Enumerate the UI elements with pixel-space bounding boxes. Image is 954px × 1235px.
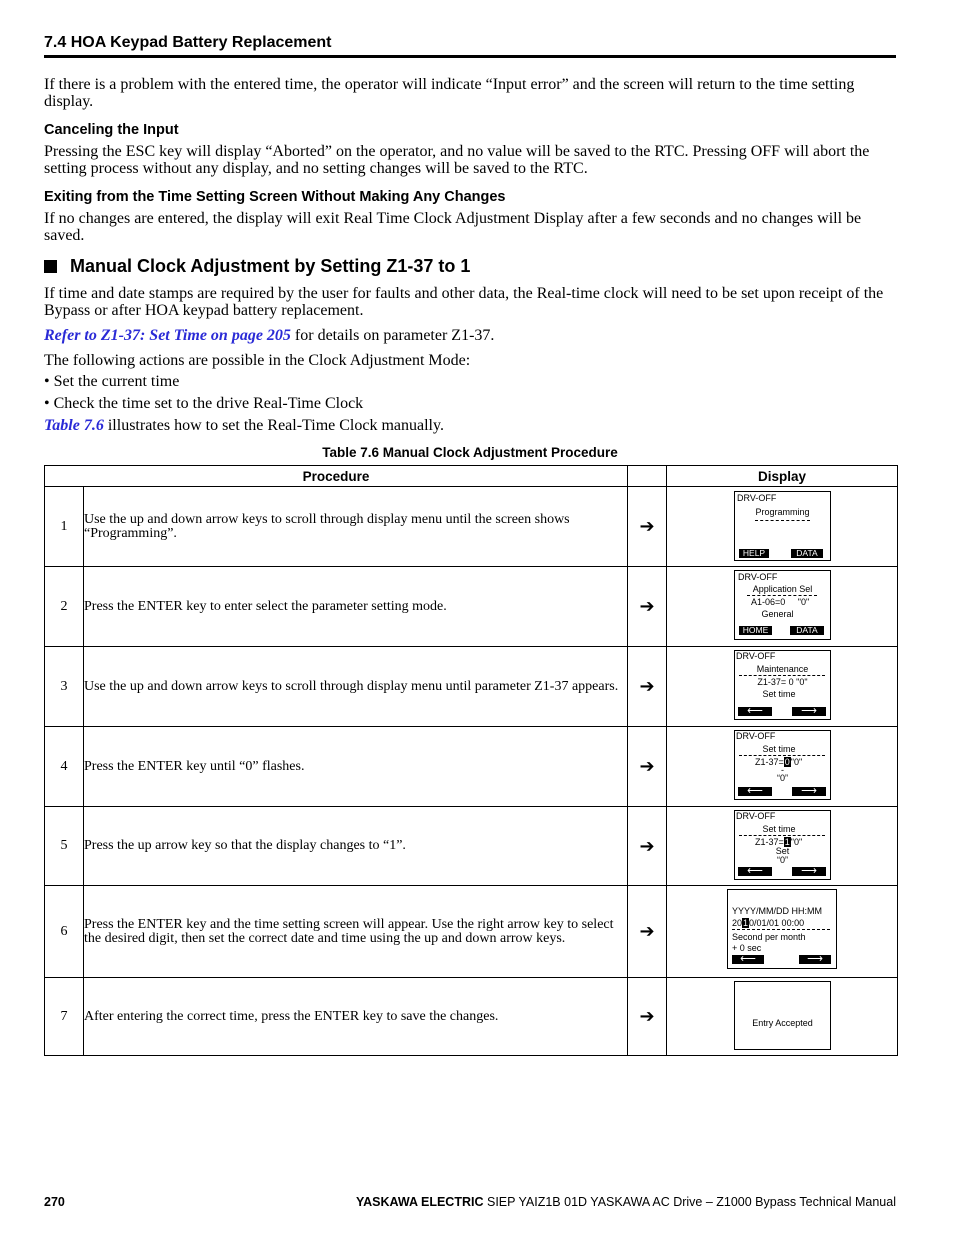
display-line: Set time xyxy=(762,689,796,699)
display-divider xyxy=(732,929,830,930)
keypad-display xyxy=(727,889,837,969)
display-line: Application Sel xyxy=(752,584,813,594)
help-key: HELP xyxy=(739,549,769,558)
step-number: 2 xyxy=(45,567,84,647)
manual-heading xyxy=(44,256,470,277)
keypad-display xyxy=(734,650,831,720)
keypad-display xyxy=(734,810,831,880)
right-arrow-icon: ➔ xyxy=(628,487,667,567)
right-arrow-icon: ➔ xyxy=(628,647,667,727)
date-prefix: 20 xyxy=(732,918,743,928)
step-text: Press the ENTER key to enter select the parameter setting mode. xyxy=(84,567,628,647)
right-arrow-icon: ➔ xyxy=(628,886,667,978)
display-mode: DRV-OFF xyxy=(736,731,776,741)
display-line: Programming xyxy=(755,507,810,517)
display-line: “0” xyxy=(777,855,788,865)
step-number: 1 xyxy=(45,487,84,567)
refer-rest: for details on parameter Z1-37. xyxy=(290,327,495,344)
display-mode: DRV-OFF xyxy=(736,811,776,821)
display-line: General xyxy=(761,609,794,619)
procedure-column-header: Procedure xyxy=(45,466,628,487)
page-number: 270 xyxy=(44,1195,65,1209)
display-line: Entry Accepted xyxy=(752,1018,813,1028)
step-number: 4 xyxy=(45,727,84,807)
right-arrow-icon: ➔ xyxy=(628,567,667,647)
table-link[interactable]: Table 7.6 xyxy=(44,417,104,434)
table-row xyxy=(45,727,898,807)
param-value: "0" xyxy=(790,757,803,767)
bullet-item: • Check the time set to the drive Real-Time Clock xyxy=(44,395,364,412)
right-arrow-icon: ➔ xyxy=(628,727,667,807)
table-caption: Table 7.6 Manual Clock Adjustment Procedure xyxy=(322,445,618,460)
flashing-digit: 0 xyxy=(784,757,790,767)
left-arrow-icon: ⟵ xyxy=(738,787,772,796)
display-line: Second per month xyxy=(732,932,806,942)
display-mode: DRV-OFF xyxy=(736,651,776,661)
step-text: After entering the correct time, press the ENTER key to save the changes. xyxy=(84,978,628,1056)
display-divider xyxy=(755,520,810,521)
table-reference-rest: illustrates how to set the Real-Time Clock manually. xyxy=(103,417,444,434)
footer-brand: YASKAWA ELECTRIC xyxy=(355,1195,484,1209)
data-key: DATA xyxy=(790,626,824,635)
display-line: A1-06=0 "0" xyxy=(751,597,810,607)
canceling-paragraph: Pressing the ESC key will display “Aborted” on the operator, and no value will be saved to the RTC. Pressing OFF will abort the setting process without any display, and no setting changes will be saved to the RTC. xyxy=(44,143,870,177)
data-key: DATA xyxy=(791,549,823,558)
step-text: Press the up arrow key so that the display changes to “1”. xyxy=(84,807,628,886)
exiting-paragraph: If no changes are entered, the display will exit Real Time Clock Adjustment Display after a few seconds and no changes will be saved. xyxy=(44,210,862,244)
right-arrow-key-icon: ⟶ xyxy=(792,707,826,716)
step-number: 3 xyxy=(45,647,84,727)
display-line: YYYY/MM/DD HH:MM xyxy=(732,906,822,916)
input-error-paragraph: If there is a problem with the entered time, the operator will indicate “Input error” and the screen will return to the time setting display. xyxy=(44,76,855,110)
right-arrow-key-icon: ⟶ xyxy=(792,867,826,876)
display-line: Set time xyxy=(762,744,796,754)
table-row xyxy=(45,886,898,978)
home-key: HOME xyxy=(739,626,772,635)
table-row xyxy=(45,978,898,1056)
display-cell xyxy=(667,647,898,727)
display-column-header: Display xyxy=(667,466,898,487)
step-text: Press the ENTER key until “0” flashes. xyxy=(84,727,628,807)
display-line: - xyxy=(781,765,784,775)
right-arrow-key-icon: ⟶ xyxy=(792,787,826,796)
table-header-row xyxy=(45,466,898,487)
footer-doc-title: SIEP YAIZ1B 01D YASKAWA AC Drive – Z1000 Bypass Technical Manual xyxy=(483,1195,896,1209)
display-line: “0” xyxy=(777,773,788,783)
procedure-table xyxy=(44,465,898,1056)
display-cell xyxy=(667,807,898,886)
section-title: 7.4 HOA Keypad Battery Replacement xyxy=(44,34,896,58)
keypad-display xyxy=(734,570,831,640)
step-text: Press the ENTER key and the time setting screen will appear. Use the right arrow key to select the desired digit, then set the correct date and time using the up and down arrow keys. xyxy=(84,886,628,978)
display-cell xyxy=(667,567,898,647)
section-square-icon xyxy=(44,260,57,273)
refer-paragraph xyxy=(44,327,897,344)
right-arrow-icon: ➔ xyxy=(628,978,667,1056)
display-line: Set time xyxy=(762,824,796,834)
manual-heading-text: Manual Clock Adjustment by Setting Z1-37 to 1 xyxy=(70,256,471,276)
left-arrow-icon: ⟵ xyxy=(738,867,772,876)
display-mode: DRV-OFF xyxy=(737,493,777,503)
left-arrow-icon: ⟵ xyxy=(732,955,764,964)
table-row xyxy=(45,487,898,567)
footer-document xyxy=(356,1195,896,1209)
display-line: Z1-37= 0 "0" xyxy=(757,677,808,687)
display-divider xyxy=(739,675,825,676)
display-cell xyxy=(667,487,898,567)
display-line xyxy=(732,918,804,928)
display-line: + 0 sec xyxy=(732,943,762,953)
table-reference-paragraph xyxy=(44,417,897,434)
right-arrow-icon: ➔ xyxy=(628,807,667,886)
step-text: Use the up and down arrow keys to scroll through display menu until parameter Z1-37 appears. xyxy=(84,647,628,727)
step-number: 7 xyxy=(45,978,84,1056)
display-cell xyxy=(667,978,898,1056)
canceling-heading: Canceling the Input xyxy=(44,122,179,138)
display-divider xyxy=(747,595,817,596)
display-line: Set xyxy=(775,846,790,856)
param-value: "0" xyxy=(790,837,803,847)
keypad-display xyxy=(734,981,831,1050)
display-mode: DRV-OFF xyxy=(738,572,778,582)
manual-paragraph-1: If time and date stamps are required by the user for faults and other data, the Real-time clock will need to be set upon receipt of the Bypass or after HOA keypad battery replacement. xyxy=(44,285,884,319)
param-label: Z1-37= xyxy=(755,757,784,767)
table-row xyxy=(45,807,898,886)
exiting-heading: Exiting from the Time Setting Screen Without Making Any Changes xyxy=(44,189,506,205)
step-number: 5 xyxy=(45,807,84,886)
right-arrow-key-icon: ⟶ xyxy=(799,955,831,964)
display-divider xyxy=(739,835,825,836)
flashing-digit: 1 xyxy=(784,837,790,847)
display-cell xyxy=(667,886,898,978)
arrow-column-header xyxy=(628,466,667,487)
left-arrow-icon: ⟵ xyxy=(738,707,772,716)
selected-digit: 1 xyxy=(743,918,749,928)
table-row xyxy=(45,567,898,647)
display-cell xyxy=(667,727,898,807)
manual-paragraph-2: The following actions are possible in the Clock Adjustment Mode: xyxy=(44,352,471,369)
table-row xyxy=(45,647,898,727)
display-divider xyxy=(739,755,825,756)
keypad-display xyxy=(734,491,831,561)
step-text: Use the up and down arrow keys to scroll through display menu until the screen shows “Programming”. xyxy=(84,487,628,567)
date-time-value: 0/01/01 00:00 xyxy=(749,918,805,928)
display-line: Maintenance xyxy=(756,664,809,674)
bullet-item: • Set the current time xyxy=(44,373,180,390)
keypad-display xyxy=(734,730,831,800)
param-label: Z1-37= xyxy=(755,837,784,847)
step-number: 6 xyxy=(45,886,84,978)
refer-link[interactable]: Refer to Z1-37: Set Time on page 205 xyxy=(44,327,291,344)
